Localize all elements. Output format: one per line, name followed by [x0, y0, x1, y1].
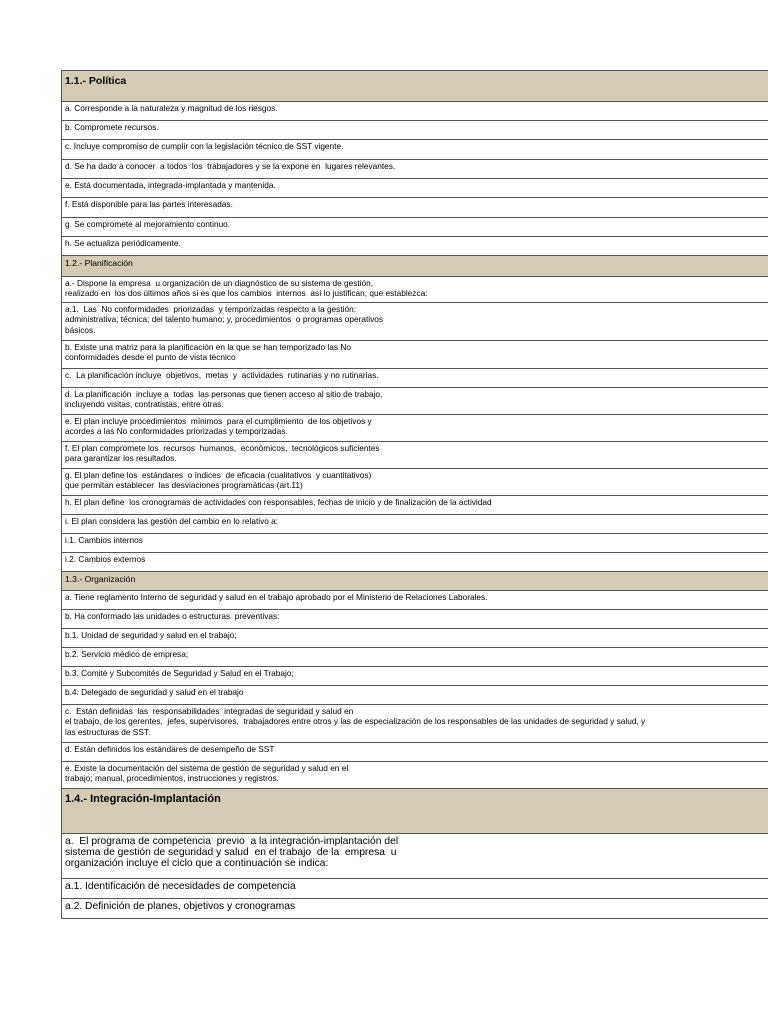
checklist-item: c. Están definidas las responsabilidades integradas de seguridad y salud en el trabajo, de los gerentes, jefes, supervisores, trabajadores entre otros y las de especialización de los responsables de las unidades de seguridad y salud, y las estructuras de SST. — [62, 705, 768, 743]
checklist-item: i.2. Cambios externos — [62, 553, 768, 572]
checklist-item: f. El plan compromete los recursos humanos, económicos, tecnológicos suficientes para garantizar los resultados. — [62, 442, 768, 469]
checklist-item: a. El programa de competencia previo a la integración-implantación del sistema de gestión de seguridad y salud en el trabajo de la empresa u organización incluye el ciclo que a continuación se indica: — [62, 834, 768, 879]
checklist-item: b.2. Servicio médico de empresa; — [62, 648, 768, 667]
checklist-item: b.3. Comité y Subcomités de Seguridad y Salud en el Trabajo; — [62, 667, 768, 686]
checklist-item: b. Ha conformado las unidades o estructuras preventivas: — [62, 610, 768, 629]
checklist-item: e. Existe la documentación del sistema de gestión de seguridad y salud en el trabajo; manual, procedimientos, instrucciones y registros. — [62, 762, 768, 789]
section-header: 1.1.- Política — [62, 71, 768, 102]
checklist-item: e. Está documentada, integrada-implantada y mantenida. — [62, 179, 768, 198]
checklist-item: b. Existe una matriz para la planificación en la que se han temporizado las No conformidades desde el punto de vista técnico — [62, 341, 768, 369]
section-header: 1.4.- Integración-Implantación — [62, 789, 768, 834]
checklist-item: i.1. Cambios internos — [62, 534, 768, 553]
checklist-item: b. Compromete recursos. — [62, 121, 768, 140]
section-header: 1.3.- Organización — [62, 572, 768, 591]
checklist-item: h. El plan define los cronogramas de actividades con responsables, fechas de inicio y de finalización de la actividad — [62, 496, 768, 515]
checklist-item: c. La planificación incluye objetivos, metas y actividades rutinarias y no rutinarias. — [62, 369, 768, 388]
checklist-item: h. Se actualiza periódicamente. — [62, 237, 768, 256]
checklist-item: g. El plan define los estándares o índices de eficacia (cualitativos y cuantitativos) que permitan establecer las desviaciones programáticas (art.11) — [62, 469, 768, 496]
checklist-item: b.1. Unidad de seguridad y salud en el trabajo; — [62, 629, 768, 648]
checklist-item: i. El plan considera las gestión del cambio en lo relativo a: — [62, 515, 768, 534]
checklist-item: c. Incluye compromiso de cumplir con la legislación técnico de SST vigente. — [62, 140, 768, 160]
checklist-item: a.1. Las No conformidades priorizadas y temporizadas respecto a la gestión: administrativa; técnica; del talento humano; y, procedimientos o programas operativos básicos. — [62, 303, 768, 341]
checklist-item: a.1. Identificación de necesidades de competencia — [62, 879, 768, 899]
checklist-item: f. Está disponible para las partes interesadas. — [62, 198, 768, 218]
checklist-item: a.2. Definición de planes, objetivos y cronogramas — [62, 899, 768, 919]
checklist-item: a. Tiene reglamento Interno de seguridad y salud en el trabajo aprobado por el Ministerio de Relaciones Laborales. — [62, 591, 768, 610]
checklist-item: b.4. Delegado de seguridad y salud en el trabajo — [62, 686, 768, 705]
checklist-table — [61, 70, 768, 919]
checklist-item: d. La planificación incluye a todas las personas que tienen acceso al sitio de trabajo, incluyendo visitas, contratistas, entre otras. — [62, 388, 768, 415]
checklist-item: a.- Dispone la empresa u organización de un diagnóstico de su sistema de gestión, realizado en los dos últimos años si es que los cambios internos así lo justifican, que establezca: — [62, 277, 768, 303]
checklist-item: a. Corresponde a la naturaleza y magnitud de los riesgos. — [62, 102, 768, 121]
checklist-item: g. Se compromete al mejoramiento continuo. — [62, 218, 768, 237]
checklist-item: d. Están definidos los estándares de desempeño de SST — [62, 743, 768, 762]
checklist-item: d. Se ha dado a conocer a todos los trabajadores y se la expone en lugares relevantes. — [62, 160, 768, 179]
section-header: 1.2.- Planificación — [62, 256, 768, 277]
checklist-item: e. El plan incluye procedimientos mínimos para el cumplimiento de los objetivos y acordes a las No conformidades priorizadas y temporizadas. — [62, 415, 768, 442]
